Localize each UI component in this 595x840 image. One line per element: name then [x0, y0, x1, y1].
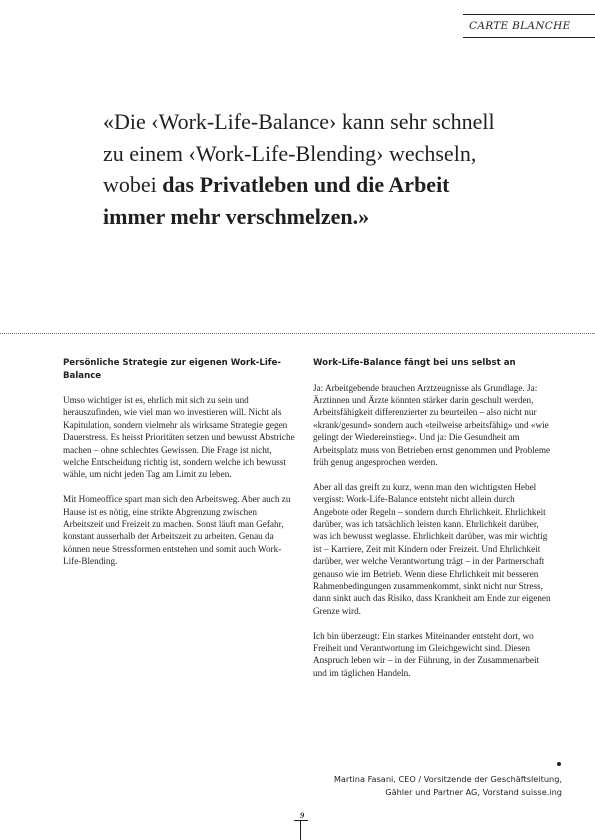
left-paragraph: Umso wichtiger ist es, ehrlich mit sich zu sein und herauszufinden, wie viel man wo investieren will. Nicht als Kapitulation, sondern vielmehr als wirksame Strategie gegen Dauerstress. Es heisst Prioritäten setzen und bewusst Abstriche machen – ohne schlechtes Gewissen. Die Frage ist nicht, welche Entscheidung richtig ist, sondern welche ich bewusst wähle, um nicht jeden Tag am Limit zu leben.: [63, 395, 295, 480]
left-column: [63, 357, 295, 580]
pull-quote: [103, 106, 503, 232]
header-rule-top: [463, 14, 595, 15]
pull-quote-regular: «Die ‹Work-Life-Balance› kann sehr schnell zu einem ‹Work-Life-Blending› wechseln, wobei: [103, 109, 495, 197]
right-paragraph: Aber all das greift zu kurz, wenn man den wichtigsten Hebel vergisst: Work-Life-Balance entsteht nicht allein durch Angebote oder Regeln – sondern durch Ehrlichkeit. Ehrlichkeit darüber, was ich tatsächlich leisten kann. Ehrlichkeit darüber, was ich bewusst weglasse. Ehrlichkeit darüber, was mir wichtig ist – Karriere, Zeit mit Kindern oder Freizeit. Und Ehrlichkeit darüber, wer welche Verantwortung trägt – in der Partnerschaft genauso wie im Betrieb. Wenn diese Ehrlichkeit mit besseren Rahmenbedingungen zusammenkommt, sinkt nicht nur Stress, dann sinkt auch das Risiko, dass Krankheit am Ende zur eigenen Grenze wird.: [313, 481, 551, 616]
author-line-2: Gähler und Partner AG, Vorstand suisse.ing: [385, 787, 562, 797]
page-number: 9: [300, 810, 305, 820]
right-column: [313, 357, 551, 692]
header-rule-bottom: [463, 37, 595, 38]
page-number-tick: [300, 820, 301, 840]
right-paragraph: Ja: Arbeitgebende brauchen Arztzeugnisse als Grundlage. Ja: Ärztinnen und Ärzte könnten stärker darin geschult werden, Arbeitsfähigkeit differenzierter zu beurteilen – also nicht nur «krank/gesund» sondern auch «teilweise arbeitsfähig» und «wie gelingt der Wiedereinstieg». Und ja: Die Gesundheit am Arbeitsplatz muss von Betrieben ernst genommen und Probleme früh genug angesprochen werden.: [313, 382, 551, 467]
right-paragraph: Ich bin überzeugt: Ein starkes Miteinander entsteht dort, wo Freiheit und Verantwortung im Gleichgewicht sind. Diesen Anspruch leben wir – in der Führung, in der Zusammenarbeit und im täglichen Handeln.: [313, 630, 540, 678]
end-mark-dot: [557, 762, 561, 766]
right-column-heading: Work-Life-Balance fängt bei uns selbst an: [313, 358, 516, 368]
left-column-heading: Persönliche Strategie zur eigenen Work-Life-Balance: [63, 358, 281, 381]
dotted-divider: [0, 333, 595, 334]
section-label: CARTE BLANCHE: [469, 20, 571, 32]
pull-quote-bold: das Privatleben und die Arbeit immer mehr verschmelzen.»: [103, 172, 450, 229]
page-number-rule: [294, 820, 308, 821]
author-line-1: Martina Fasani, CEO / Vorsitzende der Geschäftsleitung,: [333, 774, 562, 784]
author-credit: [262, 773, 562, 799]
left-paragraph: Mit Homeoffice spart man sich den Arbeitsweg. Aber auch zu Hause ist es nötig, eine strikte Abgrenzung zwischen Arbeitszeit und Freizeit zu machen. Sonst läuft man Gefahr, konstant ausserhalb der Arbeitszeit zu arbeiten. Genau da können neue Stressformen entstehen und somit auch Work-Life-Blending.: [63, 494, 291, 567]
